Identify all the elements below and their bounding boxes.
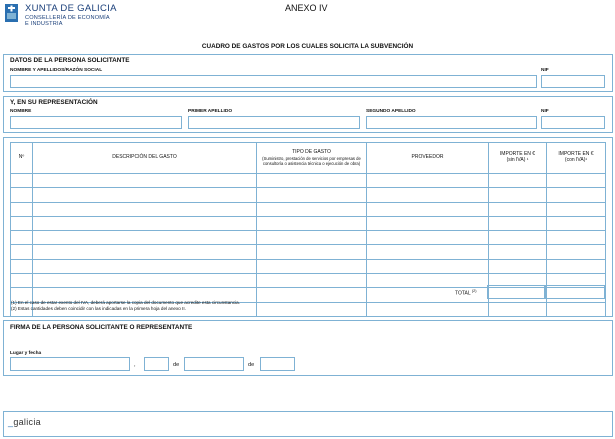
total-vat-field[interactable]: [545, 285, 605, 299]
de-separator-1: de: [173, 362, 180, 368]
total-label: [455, 289, 477, 297]
place-date-label: Lugar y fecha: [10, 351, 42, 356]
applicant-name-label: NOMBRE Y APELLIDOS/RAZÓN SOCIAL: [10, 68, 103, 73]
table-cell[interactable]: [367, 259, 489, 273]
org-name: XUNTA DE GALICIA: [25, 3, 117, 14]
table-cell[interactable]: [547, 245, 606, 259]
table-row: [11, 231, 606, 245]
applicant-title: DATOS DE LA PERSONA SOLICITANTE: [10, 57, 130, 64]
representative-title: Y, EN SU REPRESENTACIÓN: [10, 99, 98, 106]
table-cell[interactable]: [11, 274, 33, 288]
col-header-type: [257, 143, 367, 174]
table-cell[interactable]: [257, 188, 367, 202]
de-separator-2: de: [248, 362, 255, 368]
table-cell[interactable]: [547, 188, 606, 202]
rep-first-surname-field[interactable]: [188, 116, 360, 129]
table-cell[interactable]: [33, 216, 257, 230]
col-header-amount-vat-label: IMPORTE EN €: [558, 151, 594, 158]
table-row: [11, 216, 606, 230]
applicant-nif-label: NIF: [541, 68, 549, 73]
col-header-amount-no-vat: [489, 143, 547, 174]
table-cell[interactable]: [257, 202, 367, 216]
table-cell[interactable]: [11, 174, 33, 188]
day-field[interactable]: [144, 357, 169, 371]
table-cell[interactable]: [33, 274, 257, 288]
table-cell[interactable]: [257, 302, 367, 316]
rep-name-label: NOMBRE: [10, 109, 32, 114]
signature-title: FIRMA DE LA PERSONA SOLICITANTE O REPRESENTANTE: [10, 324, 193, 331]
table-row: [11, 188, 606, 202]
total-no-vat-field[interactable]: [487, 285, 545, 299]
table-cell[interactable]: [367, 274, 489, 288]
month-field[interactable]: [184, 357, 244, 371]
table-cell[interactable]: [367, 231, 489, 245]
table-cell[interactable]: [11, 188, 33, 202]
footer-logo-text: galicia: [13, 417, 41, 427]
footer-panel: [3, 411, 613, 437]
table-cell[interactable]: [367, 245, 489, 259]
table-cell[interactable]: [367, 188, 489, 202]
col-header-description: DESCRIPCIÓN DEL GASTO: [33, 143, 257, 174]
table-cell[interactable]: [489, 188, 547, 202]
table-cell[interactable]: [547, 202, 606, 216]
col-header-amount-no-vat-sub: (sin IVA) ¹: [506, 157, 529, 163]
table-row: [11, 259, 606, 273]
xunta-logo-icon: [5, 4, 18, 22]
applicant-name-field[interactable]: [10, 75, 537, 88]
table-cell[interactable]: [367, 302, 489, 316]
table-cell[interactable]: [489, 174, 547, 188]
galicia-footer-logo: [8, 417, 41, 427]
table-cell[interactable]: [489, 259, 547, 273]
table-cell[interactable]: [257, 245, 367, 259]
table-cell[interactable]: [11, 245, 33, 259]
table-cell[interactable]: [547, 216, 606, 230]
col-header-amount-vat: [547, 143, 606, 174]
table-cell[interactable]: [489, 302, 547, 316]
col-header-amount-no-vat-label: IMPORTE EN €: [499, 151, 536, 158]
table-cell[interactable]: [11, 202, 33, 216]
table-cell[interactable]: [489, 216, 547, 230]
total-label-text: TOTAL: [455, 290, 471, 297]
dept-line-1: CONSELLERÍA DE ECONOMÍA: [25, 15, 110, 21]
table-cell[interactable]: [489, 202, 547, 216]
table-cell[interactable]: [257, 231, 367, 245]
table-cell[interactable]: [367, 216, 489, 230]
table-cell[interactable]: [33, 245, 257, 259]
table-cell[interactable]: [257, 174, 367, 188]
total-label-sup: (2): [471, 289, 477, 293]
table-cell[interactable]: [257, 216, 367, 230]
table-cell[interactable]: [33, 188, 257, 202]
table-cell[interactable]: [33, 231, 257, 245]
table-cell[interactable]: [367, 202, 489, 216]
rep-nif-label: NIF: [541, 109, 549, 114]
table-cell[interactable]: [33, 259, 257, 273]
rep-name-field[interactable]: [10, 116, 182, 129]
table-row: [11, 245, 606, 259]
place-field[interactable]: [10, 357, 130, 371]
rep-second-surname-label: SEGUNDO APELLIDO: [366, 109, 416, 114]
table-cell[interactable]: [257, 288, 367, 302]
rep-nif-field[interactable]: [541, 116, 605, 129]
table-cell[interactable]: [547, 174, 606, 188]
col-header-type-label: TIPO DE GASTO: [292, 149, 331, 156]
table-cell[interactable]: [547, 259, 606, 273]
rep-second-surname-field[interactable]: [366, 116, 537, 129]
table-row: [11, 202, 606, 216]
table-row: [11, 174, 606, 188]
note-2: (2) Estas cantidades deben coincidir con las indicadas en la primera hoja del anexo II.: [11, 306, 186, 311]
table-cell[interactable]: [547, 231, 606, 245]
table-cell[interactable]: [257, 274, 367, 288]
footer-underscore: _: [8, 417, 14, 427]
table-cell[interactable]: [489, 245, 547, 259]
col-header-amount-vat-sub: (con IVA)¹: [564, 157, 588, 163]
annex-label: ANEXO IV: [285, 3, 328, 13]
applicant-nif-field[interactable]: [541, 75, 605, 88]
table-cell[interactable]: [367, 174, 489, 188]
col-header-num: Nº: [11, 143, 33, 174]
note-1: (1) En el caso de estar exento del IVA, deberá aportarse la copia del documento que acredite esta circunstancia.: [11, 300, 240, 305]
table-cell[interactable]: [257, 259, 367, 273]
dept-line-2: E INDUSTRIA: [25, 21, 63, 27]
col-header-type-sub: (Suministro, prestación de servicios por empresas de consultoría o asistencia técnica o ejecución de obra): [262, 155, 361, 166]
year-field[interactable]: [260, 357, 295, 371]
document-title: CUADRO DE GASTOS POR LOS CUALES SOLICITA LA SUBVENCIÓN: [201, 43, 414, 50]
table-cell[interactable]: [547, 302, 606, 316]
table-cell[interactable]: [33, 174, 257, 188]
comma-separator: ,: [134, 362, 136, 368]
table-cell[interactable]: [11, 231, 33, 245]
rep-first-surname-label: PRIMER APELLIDO: [188, 109, 233, 114]
table-cell[interactable]: [33, 202, 257, 216]
table-cell[interactable]: [11, 259, 33, 273]
col-header-provider: PROVEEDOR: [367, 143, 489, 174]
table-cell[interactable]: [11, 216, 33, 230]
table-cell[interactable]: [489, 231, 547, 245]
